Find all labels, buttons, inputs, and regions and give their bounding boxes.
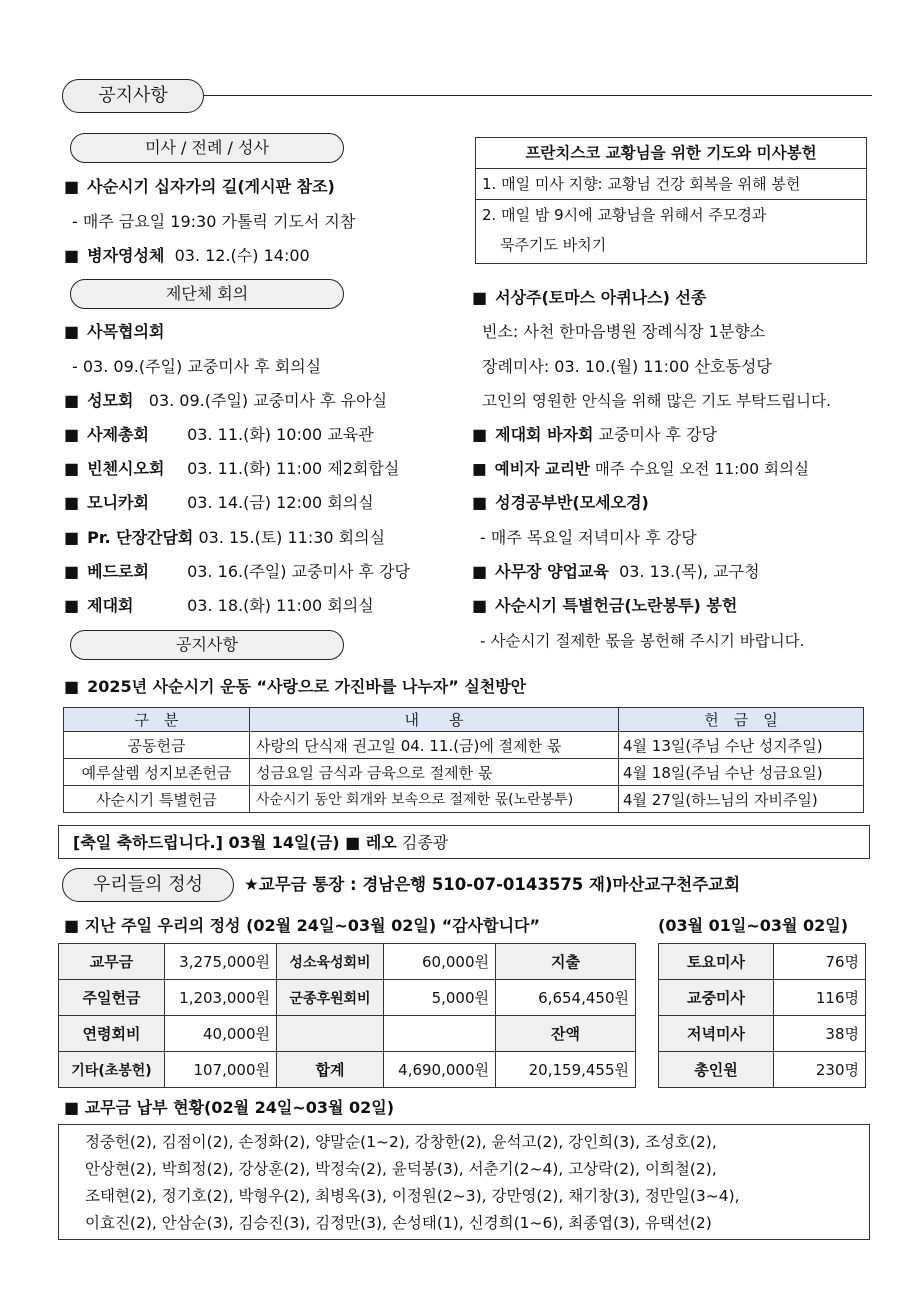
campaign-header: 헌 금 일 [619, 708, 864, 732]
bible-study-detail: - 매주 목요일 저녁미사 후 강당 [480, 528, 697, 547]
funeral-line: 장례미사: 03. 10.(월) 11:00 산호동성당 [482, 357, 772, 376]
expense-value: 6,654,450원 [496, 980, 636, 1016]
funeral-line: 빈소: 사천 한마음병원 장례식장 1분향소 [482, 322, 766, 341]
tithe-line: 안상현(2), 박희정(2), 강상훈(2), 박정숙(2), 윤덕봉(3), 서춘기(2~4), 고상락(2), 이희철(2), [85, 1160, 717, 1178]
offering-value: 5,000원 [384, 980, 496, 1016]
offering-label: 기타(초봉헌) [59, 1052, 165, 1088]
balance-label: 잔액 [496, 1016, 636, 1052]
offering-label: 성소육성회비 [277, 944, 384, 980]
attendance-value: 76명 [774, 944, 866, 980]
attendance-label: 총인원 [659, 1052, 774, 1088]
section-group-title: 제단체 회의 [70, 279, 344, 309]
attendance-value: 38명 [774, 1016, 866, 1052]
attendance-label: 저녁미사 [659, 1016, 774, 1052]
header-title: 공지사항 [62, 79, 204, 113]
lent-offering-detail: - 사순시기 절제한 몫을 봉헌해 주시기 바랍니다. [480, 632, 805, 650]
meeting-item: ■ 모니카회 03. 14.(금) 12:00 회의실 [64, 493, 374, 512]
offering-label: 연령회비 [59, 1016, 165, 1052]
tithe-box [58, 1124, 870, 1240]
meeting-item: ■ 제대회 03. 18.(화) 11:00 회의실 [64, 596, 374, 615]
pope-prayer-line1: 1. 매일 미사 지향: 교황님 건강 회복을 위해 봉헌 [476, 169, 866, 200]
offering-label: 교무금 [59, 944, 165, 980]
offering-account: ★교무금 통장 : 경남은행 510-07-0143575 재)마산교구천주교회 [244, 875, 741, 894]
campaign-cell: 성금요일 금식과 금육으로 절제한 몫 [250, 759, 619, 786]
way-of-cross-detail: - 매주 금요일 19:30 가톨릭 기도서 지참 [72, 212, 356, 231]
total-label: 합계 [277, 1052, 384, 1088]
meeting-council-detail: - 03. 09.(주일) 교중미사 후 회의실 [72, 357, 322, 376]
meeting-item: ■ 베드로회 03. 16.(주일) 교중미사 후 강당 [64, 562, 410, 581]
campaign-header: 구 분 [64, 708, 250, 732]
attendance-value: 116명 [774, 980, 866, 1016]
offering-label: 주일헌금 [59, 980, 165, 1016]
pope-prayer-line2: 2. 매일 밤 9시에 교황님을 위해서 주모경과 [482, 206, 767, 224]
feast-prefix: [축일 축하드립니다.] 03월 14일(금) ■ 레오 [73, 833, 397, 852]
lent-offering-title: ■ 사순시기 특별헌금(노란봉투) 봉헌 [472, 596, 738, 615]
meeting-item: ■ 빈첸시오회 03. 11.(화) 11:00 제2회합실 [64, 459, 400, 478]
right-item: ■ 예비자 교리반 매주 수요일 오전 11:00 회의실 [472, 460, 809, 478]
offering-value: 60,000원 [384, 944, 496, 980]
attendance-period: (03월 01일~03월 02일) [658, 916, 849, 935]
funeral-line: 고인의 영원한 안식을 위해 많은 기도 부탁드립니다. [482, 392, 831, 410]
meeting-item: ■ 성모회 03. 09.(주일) 교중미사 후 유아실 [64, 391, 388, 410]
balance-value: 20,159,455원 [496, 1052, 636, 1088]
campaign-header: 내 용 [250, 708, 619, 732]
meeting-item: ■ Pr. 단장간담회 03. 15.(토) 11:30 회의실 [64, 528, 386, 547]
offering-value [384, 1016, 496, 1052]
campaign-cell: 4월 18일(주님 수난 성금요일) [619, 759, 864, 786]
section-notice-title: 공지사항 [70, 630, 344, 660]
offering-label: 군종후원회비 [277, 980, 384, 1016]
campaign-cell: 예루살렘 성지보존헌금 [64, 759, 250, 786]
header-rule [204, 95, 872, 96]
pope-prayer-line3: 묵주기도 바치기 [500, 236, 607, 254]
feast-name: 김종광 [401, 833, 449, 852]
tithe-line: 정중헌(2), 김점이(2), 손정화(2), 양말순(1~2), 강창한(2), 윤석고(2), 강인희(3), 조성호(2), [85, 1133, 717, 1151]
office-education: ■ 사무장 양업교육 03. 13.(목), 교구청 [472, 562, 760, 581]
campaign-cell: 공동헌금 [64, 732, 250, 759]
offering-value: 40,000원 [165, 1016, 277, 1052]
campaign-cell: 사랑의 단식재 권고일 04. 11.(금)에 절제한 몫 [250, 732, 619, 759]
offering-label [277, 1016, 384, 1052]
offering-value: 107,000원 [165, 1052, 277, 1088]
expense-label: 지출 [496, 944, 636, 980]
tithe-line: 이효진(2), 안삼순(3), 김승진(3), 김정만(3), 손성태(1), 신경희(1~6), 최종엽(3), 유택선(2) [85, 1214, 712, 1232]
right-item: ■ 제대회 바자회 교중미사 후 강당 [472, 425, 717, 444]
tithe-title: ■ 교무금 납부 현황(02월 24일~03월 02일) [64, 1098, 395, 1117]
funeral-title: ■ 서상주(토마스 아퀴나스) 선종 [472, 288, 707, 307]
campaign-cell: 사순시기 특별헌금 [64, 786, 250, 813]
offering-value: 3,275,000원 [165, 944, 277, 980]
attendance-label: 토요미사 [659, 944, 774, 980]
campaign-cell: 사순시기 동안 회개와 보속으로 절제한 몫(노란봉투) [250, 786, 619, 813]
meeting-item: ■ 사제총회 03. 11.(화) 10:00 교육관 [64, 425, 374, 444]
attendance-table [658, 943, 866, 1088]
sick-communion: ■ 병자영성체 03. 12.(수) 14:00 [64, 246, 310, 265]
feast-box [58, 825, 870, 859]
offering-subtitle: ■ 지난 주일 우리의 정성 (02월 24일~03월 02일) “감사합니다” [64, 916, 541, 935]
bible-study-title: ■ 성경공부반(모세오경) [472, 493, 649, 512]
offering-title: 우리들의 정성 [62, 868, 234, 902]
campaign-cell: 4월 27일(하느님의 자비주일) [619, 786, 864, 813]
section-mass-title: 미사 / 전례 / 성사 [70, 133, 344, 163]
attendance-label: 교중미사 [659, 980, 774, 1016]
offering-table [58, 943, 636, 1088]
tithe-line: 조태현(2), 정기호(2), 박형우(2), 최병옥(3), 이정원(2~3), 강만영(2), 채기창(3), 정만일(3~4), [85, 1187, 740, 1205]
pope-prayer-title: 프란치스코 교황님을 위한 기도와 미사봉헌 [476, 138, 866, 169]
pope-prayer-box [475, 137, 867, 264]
campaign-title: ■ 2025년 사순시기 운동 “사랑으로 가진바를 나누자” 실천방안 [64, 677, 527, 696]
campaign-cell: 4월 13일(주님 수난 성지주일) [619, 732, 864, 759]
offering-value: 1,203,000원 [165, 980, 277, 1016]
total-value: 4,690,000원 [384, 1052, 496, 1088]
meeting-council: ■ 사목협의회 [64, 322, 165, 341]
attendance-value: 230명 [774, 1052, 866, 1088]
way-of-cross: ■ 사순시기 십자가의 길(게시판 참조) [64, 177, 335, 196]
campaign-table [63, 707, 864, 813]
